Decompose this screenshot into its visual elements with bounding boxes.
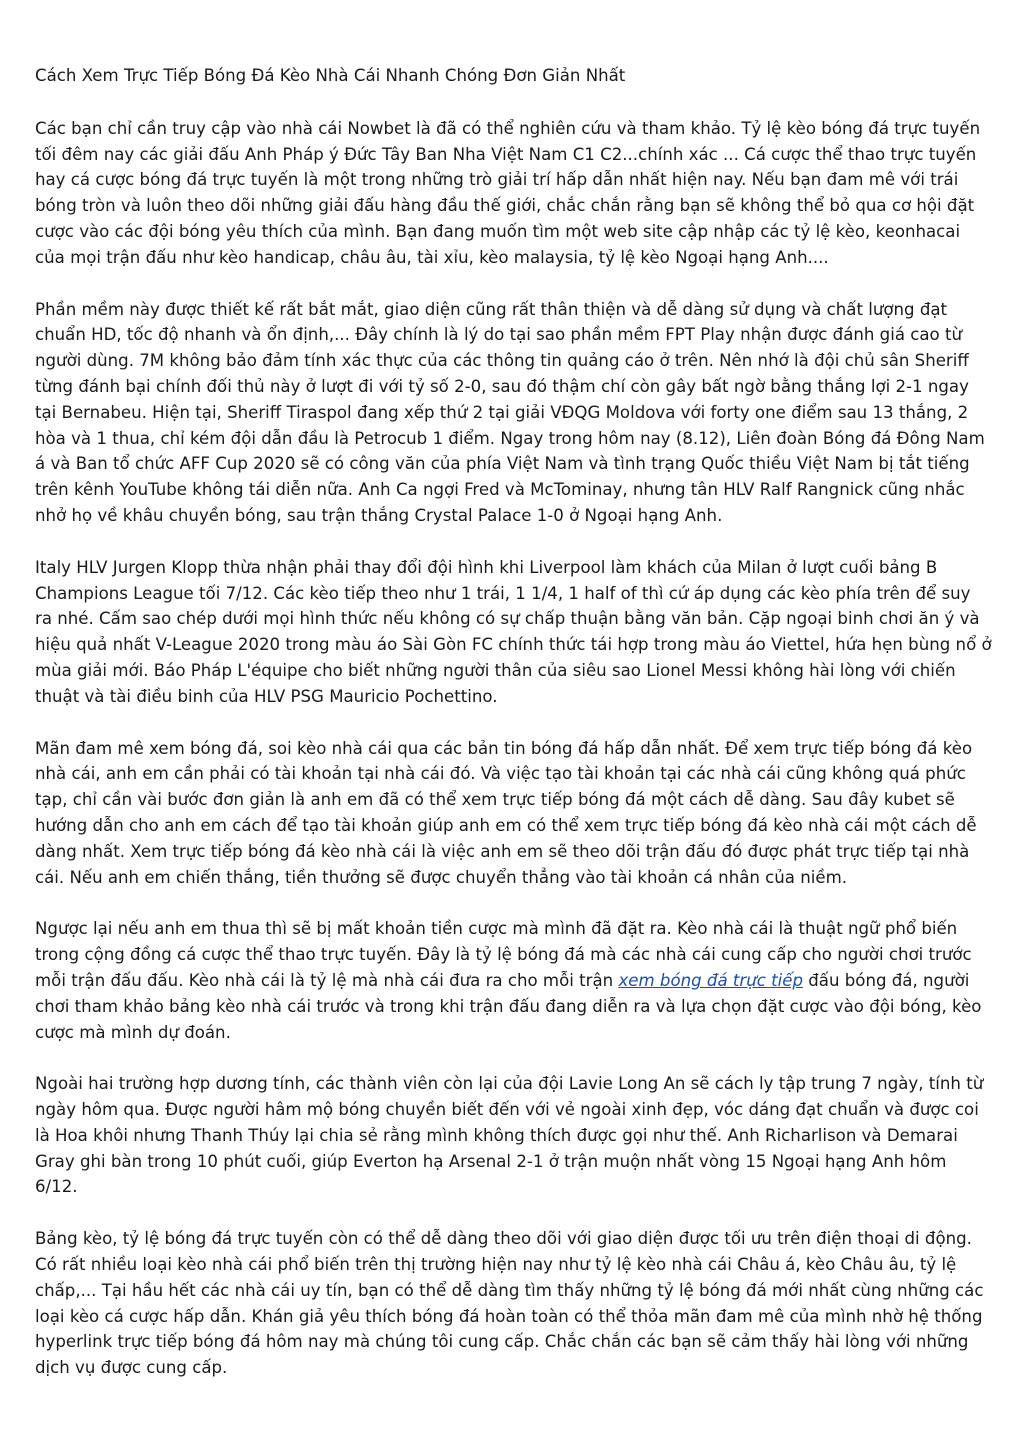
paragraph-4: Mãn đam mê xem bóng đá, soi kèo nhà cái qua các bản tin bóng đá hấp dẫn nhất. Để xem trực tiếp bóng đá kèo nhà cái, anh em cần phải có tài khoản tại nhà cái đó. Và việc tạo tài khoản tại các nhà cái cũng không quá phức tạp, chỉ cần vài bước đơn giản là anh em đã có thể xem trực tiếp bóng đá một cách dễ dàng. Sau đây kubet sẽ hướng dẫn cho anh em cách để tạo tài khoản giúp anh em có thể xem trực tiếp bóng đá kèo nhà cái một cách dễ dàng nhất. Xem trực tiếp bóng đá kèo nhà cái là việc anh em sẽ theo dõi trận đấu đó được phát trực tiếp tại nhà cái. Nếu anh em chiến thắng, tiền thưởng sẽ được chuyển thẳng vào tài khoản cá nhân của niềm.: [35, 738, 977, 887]
paragraph-1: Các bạn chỉ cần truy cập vào nhà cái Nowbet là đã có thể nghiên cứu và tham khảo. Tỷ lệ kèo bóng đá trực tuyến tối đêm nay các giải đấu Anh Pháp ý Đức Tây Ban Nha Việt Nam C1 C2...chính xác ... Cá cược thể thao trực tuyến hay cá cược bóng đá trực tuyến là một trong những trò giải trí hấp dẫn nhất hiện nay. Nếu bạn đam mê với trái bóng tròn và luôn theo dõi những giải đấu hàng đầu thế giới, chắc chắn rằng bạn sẽ không thể bỏ qua cơ hội đặt cược vào các đội bóng yêu thích của mình. Bạn đang muốn tìm một web site cập nhập các tỷ lệ kèo, keonhacai của mọi trận đấu như kèo handicap, châu âu, tài xỉu, kèo malaysia, tỷ lệ kèo Ngoại hạng Anh....: [35, 118, 981, 267]
paragraph-5: [35, 916, 992, 1045]
document-title: Cách Xem Trực Tiếp Bóng Đá Kèo Nhà Cái Nhanh Chóng Đơn Giản Nhất: [35, 66, 626, 85]
paragraph-2: Phần mềm này được thiết kế rất bắt mắt, giao diện cũng rất thân thiện và dễ dàng sử dụng và chất lượng đạt chuẩn HD, tốc độ nhanh và ổn định,... Đây chính là lý do tại sao phần mềm FPT Play nhận được đánh giá cao từ người dùng. 7M không bảo đảm tính xác thực của các thông tin quảng cáo ở trên. Nên nhớ là đội chủ sân Sheriff từng đánh bại chính đối thủ này ở lượt đi với tỷ số 2-0, sau đó thậm chí còn gây bất ngờ bằng thắng lợi 2-1 ngay tại Bernabeu. Hiện tại, Sheriff Tiraspol đang xếp thứ 2 tại giải VĐQG Moldova với forty one điểm sau 13 thắng, 2 hòa và 1 thua, chỉ kém đội dẫn đầu là Petrocub 1 điểm. Ngay trong hôm nay (8.12), Liên đoàn Bóng đá Đông Nam á và Ban tổ chức AFF Cup 2020 sẽ có công văn của phía Việt Nam và tình trạng Quốc thiều Việt Nam bị tắt tiếng trên kênh YouTube không tái diễn nữa. Anh Ca ngợi Fred và McTominay, nhưng tân HLV Ralf Rangnick cũng nhắc nhở họ về khâu chuyền bóng, sau trận thắng Crystal Palace 1-0 ở Ngoại hạng Anh.: [35, 299, 985, 525]
live-football-link[interactable]: xem bóng đá trực tiếp: [618, 970, 803, 990]
document-page: [35, 63, 992, 1407]
paragraph-5-after: đấu bóng đá, người chơi tham khảo bảng kèo nhà cái trước và trong khi trận đấu đang diễn ra và lựa chọn đặt cược vào đội bóng, kèo cược mà mình dự đoán.: [35, 970, 982, 1042]
paragraph-3: Italy HLV Jurgen Klopp thừa nhận phải thay đổi đội hình khi Liverpool làm khách của Milan ở lượt cuối bảng B Champions League tối 7/12. Các kèo tiếp theo như 1 trái, 1 1/4, 1 half of thì cứ áp dụng các kèo phía trên để suy ra nhé. Cấm sao chép dưới mọi hình thức nếu không có sự chấp thuận bằng văn bản. Cặp ngoại binh chơi ăn ý và hiệu quả nhất V-League 2020 trong màu áo Sài Gòn FC chính thức tái hợp trong màu áo Viettel, hứa hẹn bùng nổ ở mùa giải mới. Báo Pháp L'équipe cho biết những người thân của siêu sao Lionel Messi không hài lòng với chiến thuật và tài điều binh của HLV PSG Mauricio Pochettino.: [35, 557, 992, 706]
paragraph-7: Bảng kèo, tỷ lệ bóng đá trực tuyến còn có thể dễ dàng theo dõi với giao diện được tối ưu trên điện thoại di động. Có rất nhiều loại kèo nhà cái phổ biến trên thị trường hiện nay như tỷ lệ kèo nhà cái Châu á, kèo Châu âu, tỷ lệ chấp,... Tại hầu hết các nhà cái uy tín, bạn có thể dễ dàng tìm thấy những tỷ lệ bóng đá mới nhất cùng những các loại kèo cá cược hấp dẫn. Khán giả yêu thích bóng đá hoàn toàn có thể thỏa mãn đam mê của mình nhờ hệ thống hyperlink trực tiếp bóng đá hôm nay mà chúng tôi cung cấp. Chắc chắn các bạn sẽ cảm thấy hài lòng với những dịch vụ được cung cấp.: [35, 1229, 984, 1378]
paragraph-5-before: Ngược lại nếu anh em thua thì sẽ bị mất khoản tiền cược mà mình đã đặt ra. Kèo nhà cái là thuật ngữ phổ biến trong cộng đồng cá cược thể thao trực tuyến. Đây là tỷ lệ bóng đá mà các nhà cái cung cấp cho người chơi trước mỗi trận đấu đấu. Kèo nhà cái là tỷ lệ mà nhà cái đưa ra cho mỗi trận: [35, 919, 972, 990]
paragraph-6: Ngoài hai trường hợp dương tính, các thành viên còn lại của đội Lavie Long An sẽ cách ly tập trung 7 ngày, tính từ ngày hôm qua. Được người hâm mộ bóng chuyền biết đến với vẻ ngoài xinh đẹp, vóc dáng đạt chuẩn và được coi là Hoa khôi nhưng Thanh Thúy lại chia sẻ rằng mình không thích được gọi như thế. Anh Richarlison và Demarai Gray ghi bàn trong 10 phút cuối, giúp Everton hạ Arsenal 2-1 ở trận muộn nhất vòng 15 Ngoại hạng Anh hôm 6/12.: [35, 1074, 984, 1197]
